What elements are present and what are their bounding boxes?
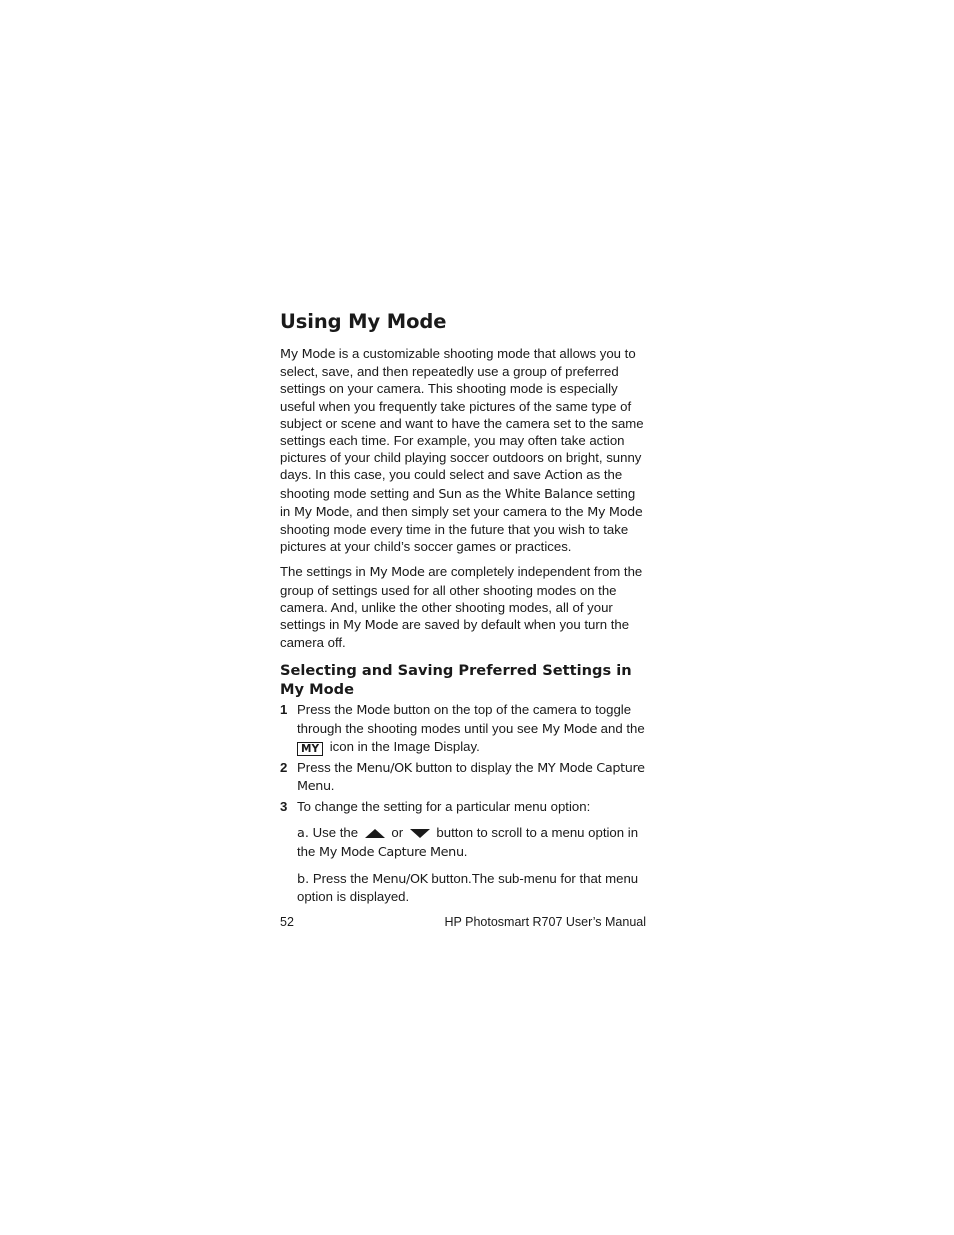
settings-paragraph: The settings in My Mode are completely independent from the group of settings used for all other shooting modes on the camera. And, unlike the other shooting modes, all of your settings in My Mode are saved by default when you turn the camera off. bbox=[280, 564, 643, 651]
substep-b: b. Press the Menu/OK button.The sub-menu for that menu option is displayed. bbox=[297, 870, 639, 905]
term-my-mode: My Mode bbox=[343, 618, 399, 634]
my-mode-icon: MY bbox=[297, 742, 323, 756]
step-3: 3 To change the setting for a particular menu option: bbox=[280, 799, 591, 815]
substep-letter: b. bbox=[297, 871, 310, 887]
substep-a: a. Use the or button to scroll to a menu option in the My Mode Capture Menu. bbox=[297, 825, 639, 860]
term-white-balance: White Balance bbox=[504, 486, 593, 502]
term-my-mode: My Mode bbox=[369, 565, 425, 581]
substep-letter: a. bbox=[297, 826, 309, 842]
manual-page bbox=[280, 309, 646, 913]
manual-title: HP Photosmart R707 User’s Manual bbox=[444, 915, 646, 929]
section-title: Using My Mode bbox=[280, 310, 447, 333]
subsection-title: Selecting and Saving Preferred Settings in My Mode bbox=[280, 662, 632, 699]
step-number: 2 bbox=[280, 759, 288, 775]
term-mode: Mode bbox=[356, 703, 390, 719]
term-my-mode: My Mode bbox=[541, 721, 597, 737]
intro-paragraph: My Mode is a customizable shooting mode that allows you to select, save, and then repeatedly use a group of preferred settings on your camera. This shooting mode is especially useful when you frequently take pictures of the same type of subject or scene and want to have the camera set to the same settings each time. For example, you may often take action pictures of your child playing soccer outdoors on bright, sunny days. In this case, you could select and save Action as the shooting mode setting and Sun as the White Balance setting in My Mode, and then simply set your camera to the My Mode shooting mode every time in the future that you wish to take pictures at your child’s soccer games or practices. bbox=[280, 346, 644, 555]
steps-list bbox=[280, 701, 646, 815]
step-1: 1 Press the Mode button on the top of the camera to toggle through the shooting modes until you see My Mode and the MY icon in the Image Display. bbox=[280, 702, 645, 755]
term-sun: Sun bbox=[438, 486, 462, 502]
term-my-mode-capture-menu: MY Mode Capture Menu bbox=[297, 760, 645, 795]
term-action: Action bbox=[544, 468, 583, 484]
page-number: 52 bbox=[280, 915, 294, 929]
term-my-mode: My Mode bbox=[293, 504, 350, 520]
term-menu-ok: Menu/OK bbox=[356, 760, 412, 776]
up-arrow-icon bbox=[365, 829, 385, 838]
term-my-mode-capture-menu: My Mode Capture Menu bbox=[319, 844, 464, 860]
down-arrow-icon bbox=[410, 829, 430, 838]
step-2: 2 Press the Menu/OK button to display the MY Mode Capture Menu. bbox=[280, 759, 645, 795]
step-number: 3 bbox=[280, 799, 288, 815]
page-footer bbox=[280, 914, 646, 931]
term-my-mode: My Mode bbox=[280, 347, 336, 362]
term-menu-ok: Menu/OK bbox=[372, 871, 428, 887]
term-my-mode: My Mode bbox=[587, 504, 643, 520]
step-number: 1 bbox=[280, 702, 288, 718]
